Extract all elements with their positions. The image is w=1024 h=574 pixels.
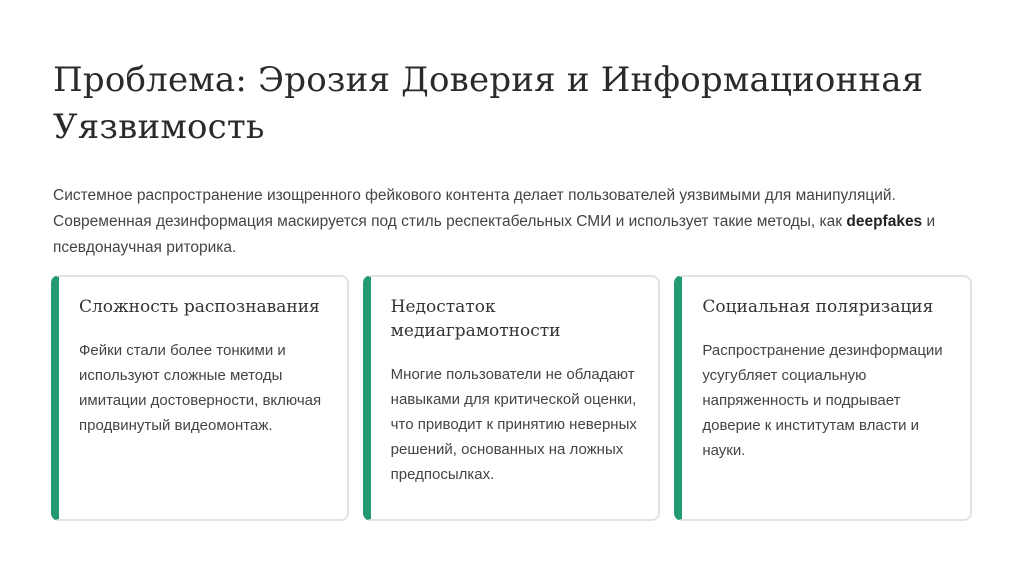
intro-paragraph: [53, 183, 973, 261]
card-title: Сложность распознавания: [79, 297, 320, 317]
card-media-literacy: [363, 275, 661, 521]
card-text: Фейки стали более тонкими и используют сложные методы имитации достоверности, включая продвинутый видеомонтаж.: [79, 342, 322, 434]
intro-highlight: deepfakes: [846, 213, 923, 230]
cards-row: [51, 275, 972, 521]
card-title: Недостаток медиаграмотности: [390, 297, 561, 341]
card-text: Распространение дезинформации усугубляет социальную напряженность и подрывает доверие к институтам власти и науки.: [702, 342, 943, 459]
card-recognition-difficulty: [51, 275, 349, 521]
card-social-polarization: [674, 275, 972, 521]
intro-text-end: и псевдонаучная риторика.: [53, 213, 936, 256]
page-title: Проблема: Эрозия Доверия и Информационная Уязвимость: [53, 60, 924, 147]
card-title: Социальная поляризация: [702, 297, 934, 317]
card-text: Многие пользователи не обладают навыками для критической оценки, что приводит к принятию неверных решений, основанных на ложных предпосылках.: [390, 366, 637, 483]
intro-text-start: Системное распространение изощренного фейкового контента делает пользователей уязвимыми для манипуляций. Современная дезинформация маскируется под стиль респектабельных СМИ и использует такие методы, как: [53, 187, 896, 230]
